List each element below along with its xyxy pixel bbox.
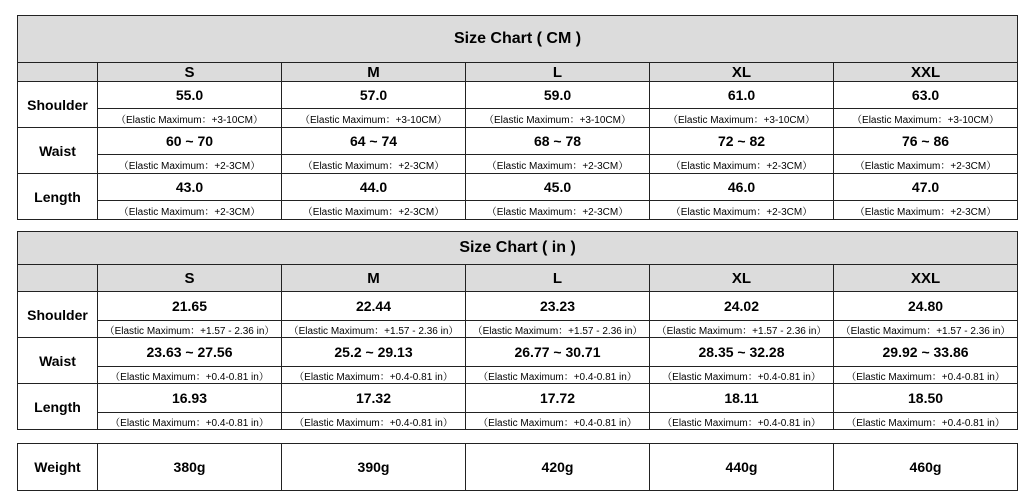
- elastic-note: （Elastic Maximum：+2-3CM）: [466, 155, 650, 174]
- header-blank-cell: [18, 265, 98, 292]
- size-header-s: S: [98, 63, 282, 82]
- value-cell: 28.35 ~ 32.28: [650, 338, 834, 367]
- elastic-note: （Elastic Maximum：+1.57 - 2.36 in）: [98, 321, 282, 338]
- value-cell: 68 ~ 78: [466, 128, 650, 155]
- size-header-l: L: [466, 63, 650, 82]
- elastic-note: （Elastic Maximum：+3-10CM）: [282, 109, 466, 128]
- elastic-note: （Elastic Maximum：+1.57 - 2.36 in）: [834, 321, 1018, 338]
- size-header-xl: XL: [650, 63, 834, 82]
- value-cell: 46.0: [650, 174, 834, 201]
- size-header-s: S: [98, 265, 282, 292]
- value-cell: 64 ~ 74: [282, 128, 466, 155]
- size-header-m: M: [282, 63, 466, 82]
- value-cell: 45.0: [466, 174, 650, 201]
- value-cell: 18.11: [650, 384, 834, 413]
- size-header-l: L: [466, 265, 650, 292]
- row-label-shoulder: Shoulder: [18, 82, 98, 128]
- weight-table: [17, 443, 1018, 491]
- elastic-note: （Elastic Maximum：+3-10CM）: [98, 109, 282, 128]
- size-header-xl: XL: [650, 265, 834, 292]
- header-blank-cell: [18, 63, 98, 82]
- value-cell: 17.72: [466, 384, 650, 413]
- weight-value: 460g: [834, 444, 1018, 491]
- value-cell: 47.0: [834, 174, 1018, 201]
- elastic-note: （Elastic Maximum：+2-3CM）: [466, 201, 650, 220]
- elastic-note: （Elastic Maximum：+3-10CM）: [466, 109, 650, 128]
- elastic-note: （Elastic Maximum：+2-3CM）: [650, 201, 834, 220]
- size-header-xxl: XXL: [834, 265, 1018, 292]
- row-label-waist: Waist: [18, 128, 98, 174]
- size-header-m: M: [282, 265, 466, 292]
- value-cell: 57.0: [282, 82, 466, 109]
- value-cell: 23.23: [466, 292, 650, 321]
- value-cell: 24.02: [650, 292, 834, 321]
- elastic-note: （Elastic Maximum：+0.4-0.81 in）: [282, 367, 466, 384]
- size-chart-inch-table: [17, 231, 1018, 430]
- weight-value: 380g: [98, 444, 282, 491]
- elastic-note: （Elastic Maximum：+0.4-0.81 in）: [98, 367, 282, 384]
- value-cell: 76 ~ 86: [834, 128, 1018, 155]
- elastic-note: （Elastic Maximum：+0.4-0.81 in）: [466, 367, 650, 384]
- value-cell: 29.92 ~ 33.86: [834, 338, 1018, 367]
- elastic-note: （Elastic Maximum：+0.4-0.81 in）: [466, 413, 650, 430]
- elastic-note: （Elastic Maximum：+2-3CM）: [834, 155, 1018, 174]
- value-cell: 43.0: [98, 174, 282, 201]
- size-chart-cm-table: [17, 15, 1018, 220]
- elastic-note: （Elastic Maximum：+0.4-0.81 in）: [834, 413, 1018, 430]
- elastic-note: （Elastic Maximum：+0.4-0.81 in）: [650, 413, 834, 430]
- elastic-note: （Elastic Maximum：+2-3CM）: [650, 155, 834, 174]
- value-cell: 23.63 ~ 27.56: [98, 338, 282, 367]
- elastic-note: （Elastic Maximum：+1.57 - 2.36 in）: [466, 321, 650, 338]
- elastic-note: （Elastic Maximum：+2-3CM）: [98, 201, 282, 220]
- weight-value: 390g: [282, 444, 466, 491]
- elastic-note: （Elastic Maximum：+0.4-0.81 in）: [834, 367, 1018, 384]
- elastic-note: （Elastic Maximum：+2-3CM）: [282, 201, 466, 220]
- row-label-weight: Weight: [18, 444, 98, 491]
- value-cell: 22.44: [282, 292, 466, 321]
- elastic-note: （Elastic Maximum：+1.57 - 2.36 in）: [650, 321, 834, 338]
- value-cell: 24.80: [834, 292, 1018, 321]
- value-cell: 21.65: [98, 292, 282, 321]
- elastic-note: （Elastic Maximum：+2-3CM）: [98, 155, 282, 174]
- value-cell: 26.77 ~ 30.71: [466, 338, 650, 367]
- row-label-waist: Waist: [18, 338, 98, 384]
- elastic-note: （Elastic Maximum：+0.4-0.81 in）: [650, 367, 834, 384]
- value-cell: 60 ~ 70: [98, 128, 282, 155]
- value-cell: 17.32: [282, 384, 466, 413]
- weight-value: 440g: [650, 444, 834, 491]
- row-label-shoulder: Shoulder: [18, 292, 98, 338]
- row-label-length: Length: [18, 384, 98, 430]
- value-cell: 44.0: [282, 174, 466, 201]
- elastic-note: （Elastic Maximum：+3-10CM）: [834, 109, 1018, 128]
- size-header-xxl: XXL: [834, 63, 1018, 82]
- size-chart-cm-title: Size Chart ( CM ): [18, 16, 1018, 63]
- row-label-length: Length: [18, 174, 98, 220]
- value-cell: 59.0: [466, 82, 650, 109]
- value-cell: 72 ~ 82: [650, 128, 834, 155]
- size-chart-inch-title: Size Chart ( in ): [18, 232, 1018, 265]
- elastic-note: （Elastic Maximum：+3-10CM）: [650, 109, 834, 128]
- elastic-note: （Elastic Maximum：+2-3CM）: [834, 201, 1018, 220]
- value-cell: 63.0: [834, 82, 1018, 109]
- value-cell: 16.93: [98, 384, 282, 413]
- elastic-note: （Elastic Maximum：+1.57 - 2.36 in）: [282, 321, 466, 338]
- value-cell: 61.0: [650, 82, 834, 109]
- value-cell: 55.0: [98, 82, 282, 109]
- weight-value: 420g: [466, 444, 650, 491]
- value-cell: 25.2 ~ 29.13: [282, 338, 466, 367]
- value-cell: 18.50: [834, 384, 1018, 413]
- elastic-note: （Elastic Maximum：+0.4-0.81 in）: [282, 413, 466, 430]
- elastic-note: （Elastic Maximum：+2-3CM）: [282, 155, 466, 174]
- elastic-note: （Elastic Maximum：+0.4-0.81 in）: [98, 413, 282, 430]
